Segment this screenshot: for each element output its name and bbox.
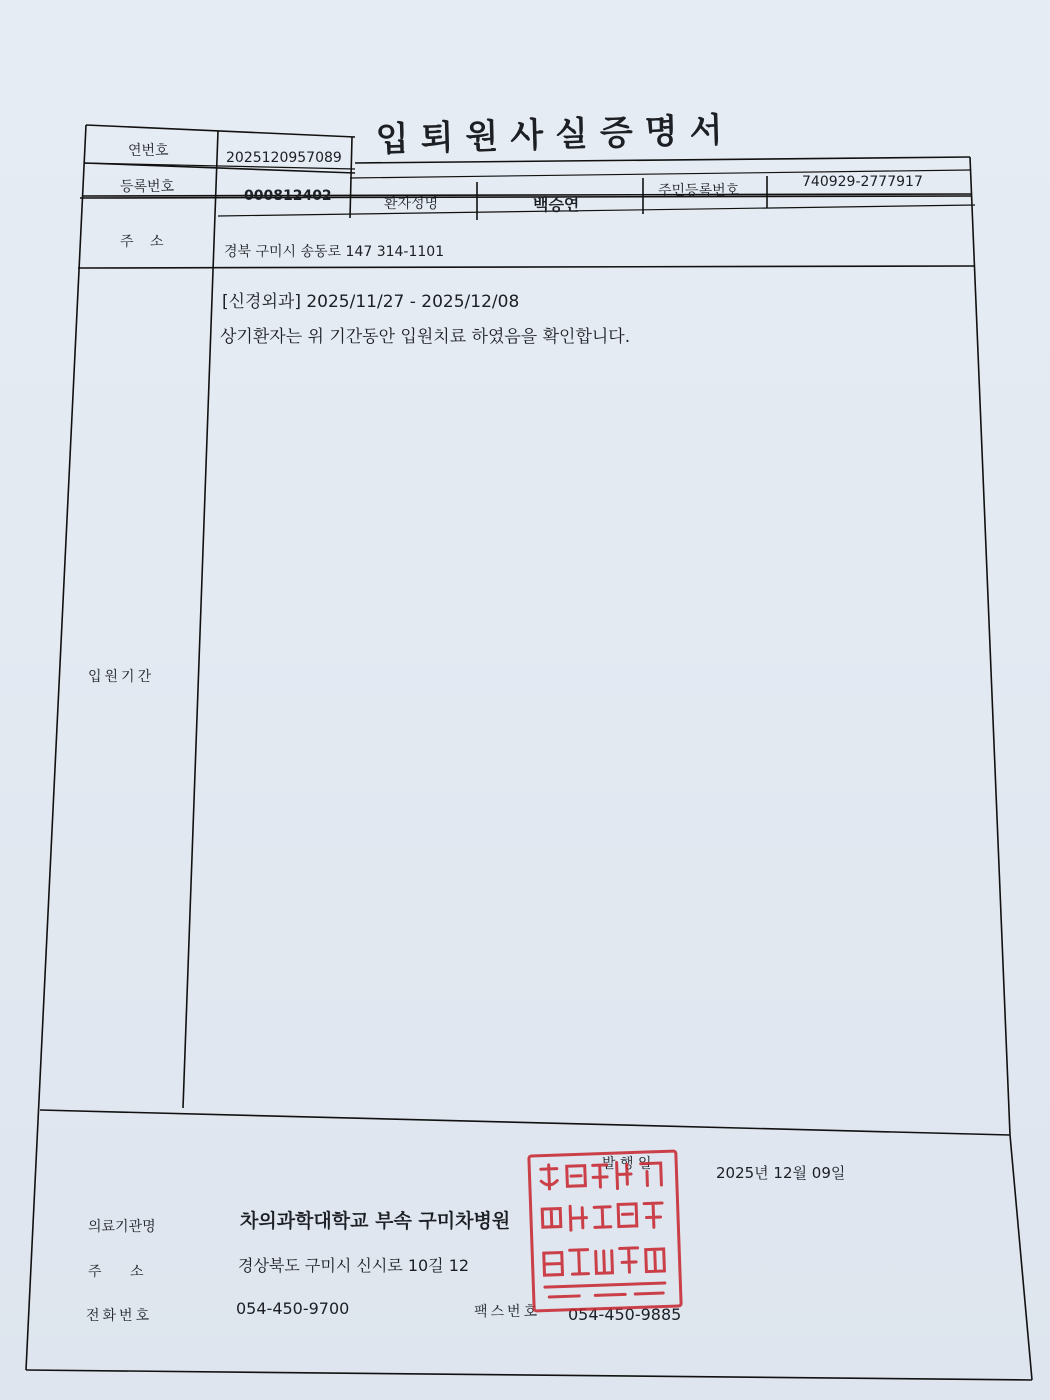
resident-no-value: 740929-2777917: [802, 174, 923, 190]
hospital-seal: [527, 1149, 682, 1312]
doc-no-label: 연번호: [128, 143, 169, 159]
reg-no-value: 000812402: [244, 188, 332, 204]
footer-address-label: 주 소: [88, 1264, 156, 1280]
phone-label: 전화번호: [86, 1308, 153, 1324]
document-title: 입퇴원사실증명서: [375, 109, 735, 160]
admission-period: [신경외과] 2025/11/27 - 2025/12/08: [222, 292, 520, 312]
fax-value: 054-450-9885: [568, 1305, 682, 1324]
patient-name-value: 백승연: [533, 195, 580, 214]
institution-label: 의료기관명: [88, 1219, 156, 1235]
patient-name-label: 환자성명: [384, 196, 439, 212]
issue-date-label: 발 행 일: [602, 1156, 652, 1172]
reg-no-label: 등록번호: [120, 179, 175, 195]
issue-date-value: 2025년 12월 09일: [716, 1164, 846, 1182]
admission-statement: 상기환자는 위 기간동안 입원치료 하였음을 확인합니다.: [220, 327, 631, 347]
phone-value: 054-450-9700: [236, 1299, 350, 1318]
doc-no-value: 2025120957089: [226, 150, 342, 166]
footer-address-value: 경상북도 구미시 신시로 10길 12: [238, 1256, 470, 1275]
resident-no-label: 주민등록번호: [658, 183, 740, 199]
seal-glyphs-icon: [530, 1153, 679, 1310]
fax-label: 팩스번호: [474, 1304, 541, 1320]
address-label: 주 소: [120, 234, 170, 250]
admission-label: 입원기간: [88, 669, 155, 685]
address-value: 경북 구미시 송동로 147 314-1101: [224, 244, 445, 260]
institution-name: 차의과학대학교 부속 구미차병원: [240, 1210, 511, 1232]
